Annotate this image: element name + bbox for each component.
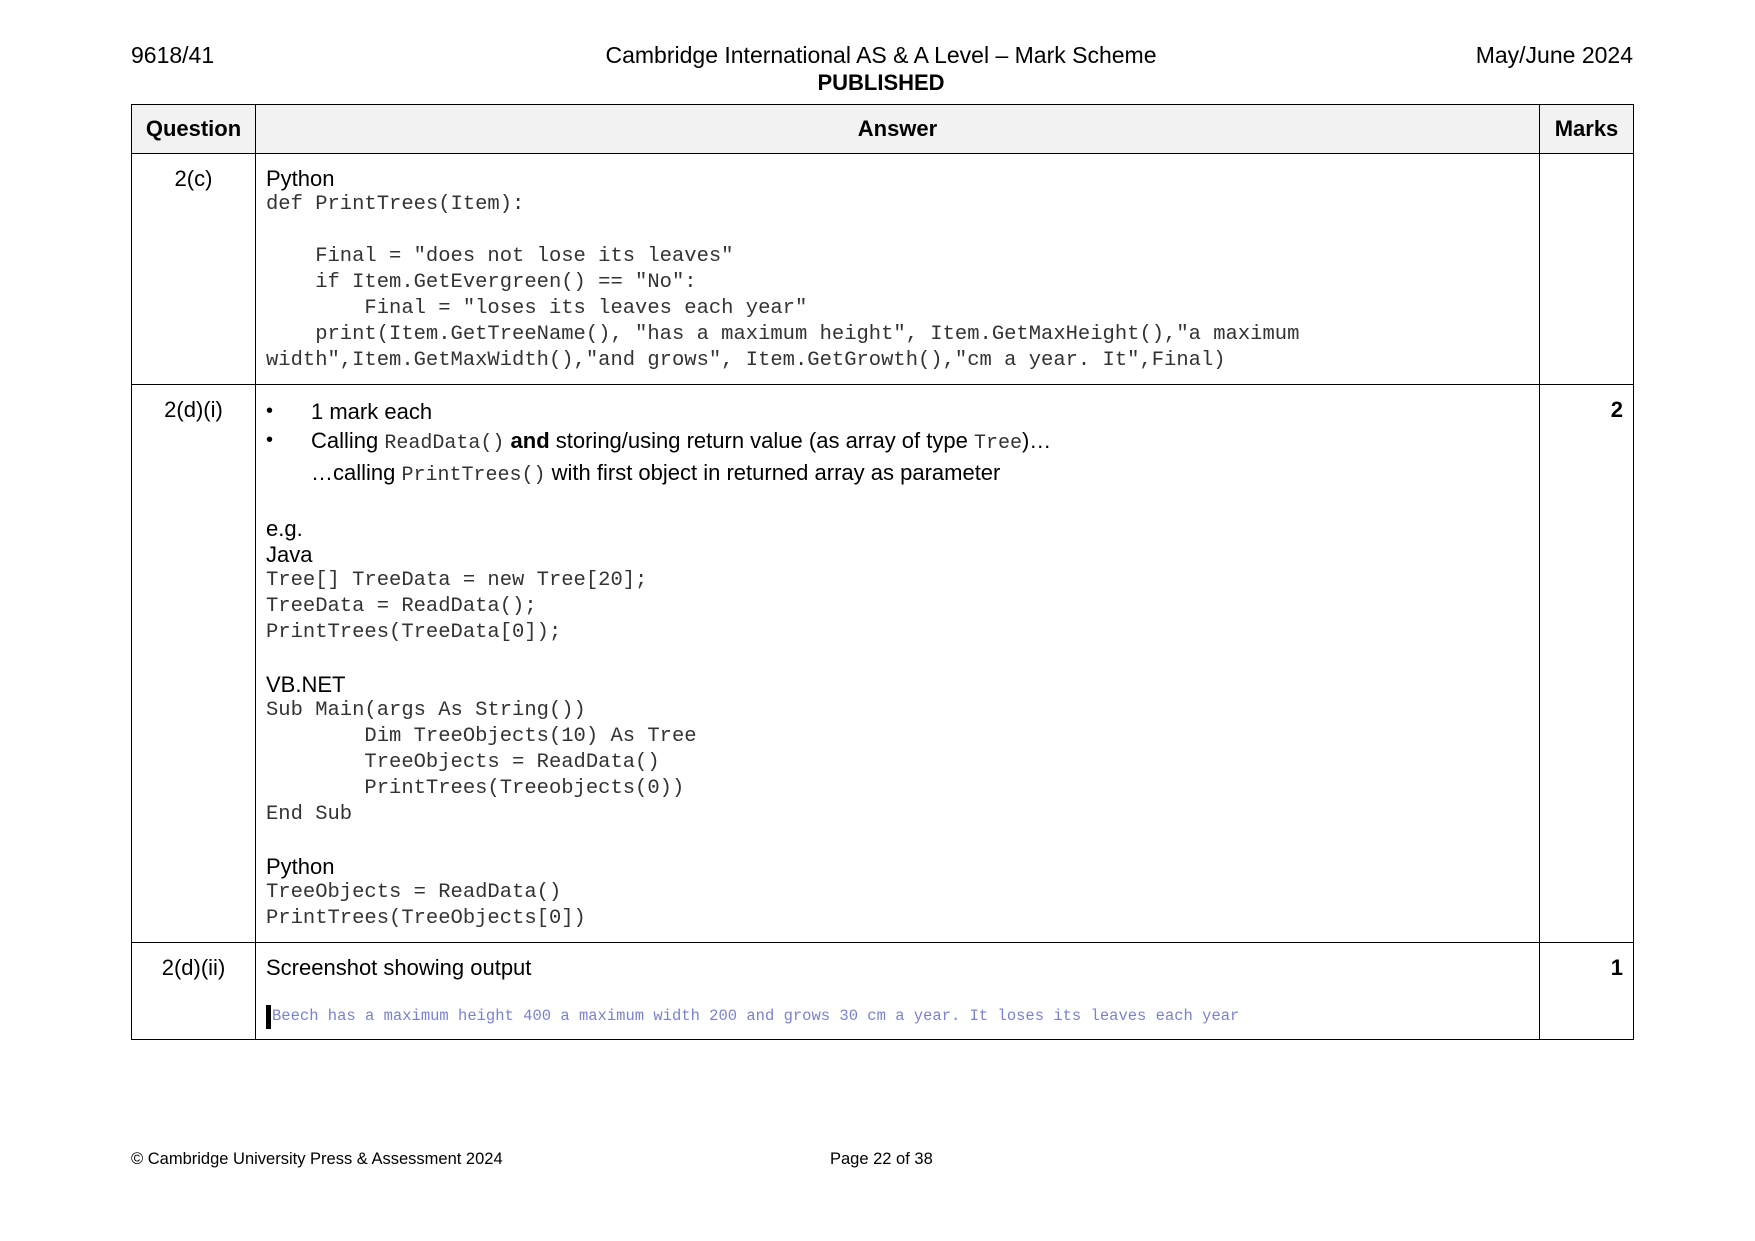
- header-question: Question: [132, 105, 256, 154]
- output-screenshot: [266, 1003, 1529, 1029]
- code-block: def PrintTrees(Item): Final = "does not lose its leaves" if Item.GetEvergreen() == "No": Final = "loses its leaves each year" print(Item.GetTreeName(), "has a maximum height", Item.GetMaxHeight(),"a maximum width",Item.GetMaxWidth(),"and grows", Item.GetGrowth(),"cm a year. It",Final): [266, 193, 1300, 372]
- mark-scheme-table: [131, 104, 1634, 1040]
- language-label: Java: [266, 542, 313, 567]
- marks-value: 1: [1540, 943, 1634, 1040]
- code-block: TreeObjects = ReadData() PrintTrees(TreeObjects[0]): [266, 881, 586, 930]
- table-header-row: [132, 105, 1634, 154]
- bullet-text: with first object in returned array as parameter: [545, 460, 1001, 485]
- exam-session: May/June 2024: [1475, 42, 1633, 68]
- copyright: © Cambridge University Press & Assessment 2024: [131, 1150, 503, 1168]
- question-number: 2(d)(i): [132, 385, 256, 943]
- bullet-text: storing/using return value (as array of type: [549, 428, 974, 453]
- bullet-text: 1 mark each: [311, 399, 433, 424]
- continuation-point: [266, 458, 1529, 490]
- language-label: VB.NET: [266, 672, 346, 697]
- language-label: Python: [266, 854, 335, 879]
- code-block: Tree[] TreeData = new Tree[20]; TreeData = ReadData(); PrintTrees(TreeData[0]);: [266, 569, 648, 644]
- answer-text: Screenshot showing output: [266, 955, 532, 980]
- page-number: Page 22 of 38: [830, 1150, 933, 1168]
- bullet-text: Calling: [311, 428, 385, 453]
- answer-cell: [256, 385, 1540, 943]
- table-row: [132, 154, 1634, 385]
- answer-cell: [256, 943, 1540, 1040]
- bullet-text: )…: [1021, 428, 1052, 453]
- question-number: 2(d)(ii): [132, 943, 256, 1040]
- list-item: [266, 397, 1529, 426]
- mark-points-list: [266, 397, 1529, 458]
- output-text: Beech has a maximum height 400 a maximum width 200 and grows 30 cm a year. It loses its leaves each year: [272, 1007, 1240, 1025]
- bullet-text: …calling: [311, 460, 402, 485]
- question-number: 2(c): [132, 154, 256, 385]
- header-marks: Marks: [1540, 105, 1634, 154]
- paper-code: 9618/41: [131, 42, 215, 68]
- header-answer: Answer: [256, 105, 1540, 154]
- table-row: [132, 943, 1634, 1040]
- table-row: [132, 385, 1634, 943]
- answer-cell: [256, 154, 1540, 385]
- list-item: [266, 426, 1529, 458]
- language-label: Python: [266, 166, 335, 191]
- bold-text: and: [504, 428, 550, 453]
- marks-value: [1540, 154, 1634, 385]
- document-title: Cambridge International AS & A Level – Mark Scheme: [605, 42, 1157, 68]
- inline-code: Tree: [973, 432, 1022, 455]
- inline-code: PrintTrees(): [401, 464, 546, 487]
- marks-value: 2: [1540, 385, 1634, 943]
- example-label: e.g.: [266, 516, 303, 541]
- cursor-icon: [266, 1005, 271, 1029]
- code-block: Sub Main(args As String()) Dim TreeObjects(10) As Tree TreeObjects = ReadData() PrintTrees(Treeobjects(0)) End Sub: [266, 699, 697, 826]
- published-label: PUBLISHED: [817, 70, 945, 95]
- inline-code: ReadData(): [384, 432, 505, 455]
